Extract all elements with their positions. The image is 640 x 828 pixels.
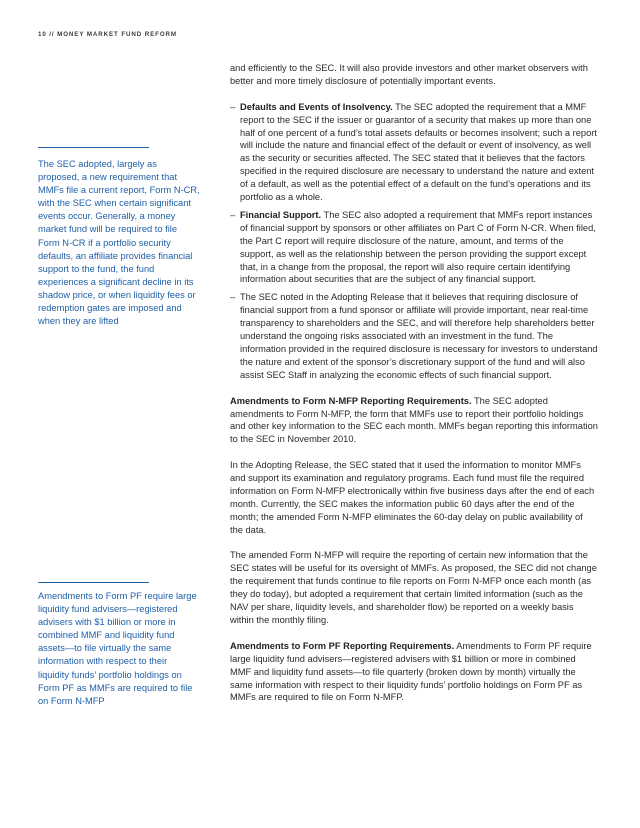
intro-paragraph: and efficiently to the SEC. It will also provide investors and other market observers with better and more timely disclosure of potentially important events. [230,63,588,86]
bullet-text: The SEC also adopted a requirement that MMFs report instances of financial support by sponsors or other affiliates on Part C of Form N-CR. When filed, the Part C report will require disclosure of the nature, amount, and terms of the support, as well as the relationship between the person providing the support except that, in a change from the proposal, the report will also require certain identifying information about securities that are the subject of any financial support. [240,209,596,285]
paragraph-heading: Amendments to Form PF Reporting Requirements. [230,640,455,651]
dash-marker: – [230,101,236,112]
bullet-title: Defaults and Events of Insolvency. [240,101,393,112]
paragraph-text: Amendments to Form PF require large liquidity fund advisers—registered advisers with $1 billion or more in combined MMF and liquidity fund assets—to file quarterly (broken down by month) virtually the same information with respect to their liquidity funds’ portfolio holdings on Form PF as MMFs are required to file on Form N-MFP. [230,640,592,703]
list-item [230,291,598,381]
paragraph-adopting-release: In the Adopting Release, the SEC stated that it used the information to monitor MMFs and support its examination and regulatory programs. Each fund must file the required information on Form N-MFP electronically within five business days after the end of each month. Currently, the SEC makes the information public 60 days after the end of the month; the amended Form N-MFP eliminates the 60-day delay on public availability of the data. [230,460,595,535]
bullet-text: The SEC noted in the Adopting Release that it believes that requiring disclosure of financial support from a fund sponsor or affiliate will provide important, near real-time transparency to shareholders and the SEC, and will therefore help shareholders better understand the ongoing risks associated with an investment in the fund. The information provided in the required disclosure is necessary for investors to understand the nature and extent of the sponsor’s discretionary support of the fund and will also assist SEC Staff in analyzing the economic effects of such financial support. [240,292,598,380]
bullet-text: The SEC adopted the requirement that a MMF report to the SEC if the issuer or guarantor of a security that makes up more than one half of one percent of a fund’s total assets defaults or becomes insolvent; such a report will include the nature and financial effect of the default or event of insolvency, as well as the security or securities affected. The SEC stated that it believes that the factors specified in the required disclosure are necessary to understand the nature and extent of a default, as well as the potential effect of a default on the fund’s operations and its portfolio as a whole. [240,101,597,203]
paragraph-form-pf [230,640,598,705]
paragraph-text: The SEC adopted amendments to Form N-MFP, the form that MMFs use to report their portfolio holdings and other key information to the SEC each month. MMFs began reporting this information to the SEC in November 2010. [230,395,598,445]
callout-divider [38,582,149,583]
sidebar-callout-form-ncr: The SEC adopted, largely as proposed, a new requirement that MMFs file a current report, Form N-CR, with the SEC when certain significant events occur. Generally, a money market fund will be required to file Form N-CR if a portfolio security defaults, an affiliate provides financial support to the fund, the fund experiences a significant decline in its shadow price, or when liquidity fees or redemption gates are imposed and when they are lifted [38,159,200,327]
main-column [230,62,598,717]
paragraph-amended-nmfp: The amended Form N-MFP will require the reporting of certain new information that the SEC states will be useful for its oversight of MMFs. As proposed, the SEC did not change the requirement that funds continue to file reports on Form N-MFP once each month (as they do today), but adopted a requirement that certain limited information (such as the NAV per share, liquidity levels, and shareholder flow) be reported on a weekly basis within the monthly filing. [230,550,597,625]
sidebar-callout-form-pf: Amendments to Form PF require large liquidity fund advisers—registered advisers with $1 billion or more in combined MMF and liquidity fund assets—to file virtually the same information with respect to their liquidity funds’ portfolio holdings on Form PF as MMFs are required to file on Form N-MFP [38,591,197,706]
list-item [230,209,598,286]
bullet-list [230,101,598,382]
running-header: 10 // MONEY MARKET FUND REFORM [38,31,177,38]
callout-divider [38,147,149,148]
dash-marker: – [230,209,236,220]
dash-marker: – [230,292,236,303]
bullet-title: Financial Support. [240,209,322,220]
paragraph-heading: Amendments to Form N-MFP Reporting Requirements. [230,395,472,406]
paragraph-form-nmfp [230,395,598,447]
list-item [230,101,598,204]
